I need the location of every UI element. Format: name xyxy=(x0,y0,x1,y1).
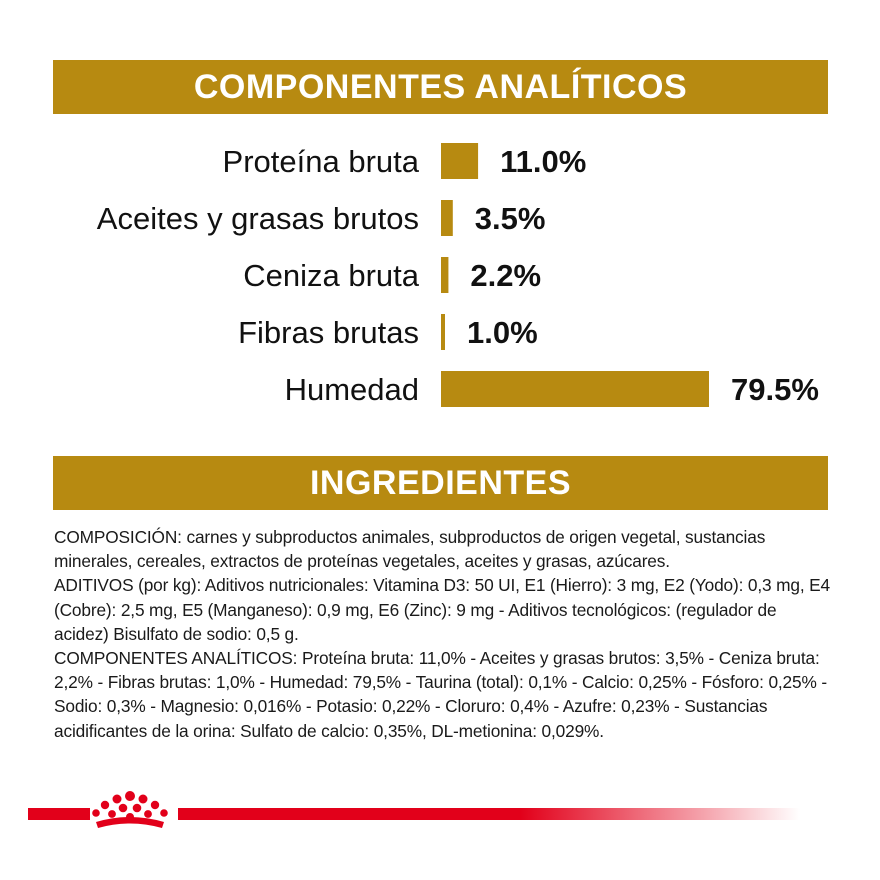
category-label: Aceites y grasas brutos xyxy=(96,201,419,236)
value-label: 3.5% xyxy=(474,201,546,236)
value-label: 1.0% xyxy=(467,315,538,350)
composition-paragraph: COMPOSICIÓN: carnes y subproductos animales, subproductos de origen vegetal, sustancias minerales, cereales, extractos de proteínas vegetales, aceites y grasas, azúcares. xyxy=(54,527,766,572)
value-label: 11.0% xyxy=(500,144,587,179)
bar xyxy=(441,314,445,350)
footer-line-right xyxy=(178,808,800,820)
footer-line-left xyxy=(28,808,90,820)
ingredients-text xyxy=(54,525,834,743)
additives-paragraph: ADITIVOS (por kg): Aditivos nutricionales: Vitamina D3: 50 UI, E1 (Hierro): 3 mg, E2 (Yodo): 0,3 mg, E4 (Cobre): 2,5 mg, E5 (Manganeso): 0,9 mg, E6 (Zinc): 9 mg - Aditivos tecnológicos: (regulador de acidez) Bisulfato de sodio: 0,5 g. xyxy=(54,575,830,644)
category-label: Fibras brutas xyxy=(238,315,419,350)
value-label: 2.2% xyxy=(470,258,542,293)
analytics-header xyxy=(53,60,828,114)
bar xyxy=(441,200,453,236)
category-label: Humedad xyxy=(284,372,419,407)
ingredients-header xyxy=(53,456,828,510)
analytics-title: COMPONENTES ANALÍTICOS xyxy=(193,67,688,106)
category-label: Ceniza bruta xyxy=(243,258,419,293)
ingredients-title: INGREDIENTES xyxy=(309,463,572,502)
bar xyxy=(441,143,478,179)
value-label: 79.5% xyxy=(731,372,819,407)
analytical-paragraph: COMPONENTES ANALÍTICOS: Proteína bruta: 11,0% - Aceites y grasas brutos: 3,5% - Ceniza bruta: 2,2% - Fibras brutas: 1,0% - Humedad: 79,5% - Taurina (total): 0,1% - Calcio: 0,25% - Fósforo: 0,25% - Sodio: 0,3% - Magnesio: 0,016% - Potasio: 0,22% - Cloruro: 0,4% - Azufre: 0,23% - Sustancias acidificantes de la orina: Sulfato de calcio: 0,35%, DL-metionina: 0,029%. xyxy=(54,648,827,741)
bar xyxy=(441,257,448,293)
crown-logo-icon xyxy=(88,790,172,836)
nutrient-bar-chart xyxy=(0,130,880,430)
bar xyxy=(441,371,709,407)
category-label: Proteína bruta xyxy=(222,144,419,179)
